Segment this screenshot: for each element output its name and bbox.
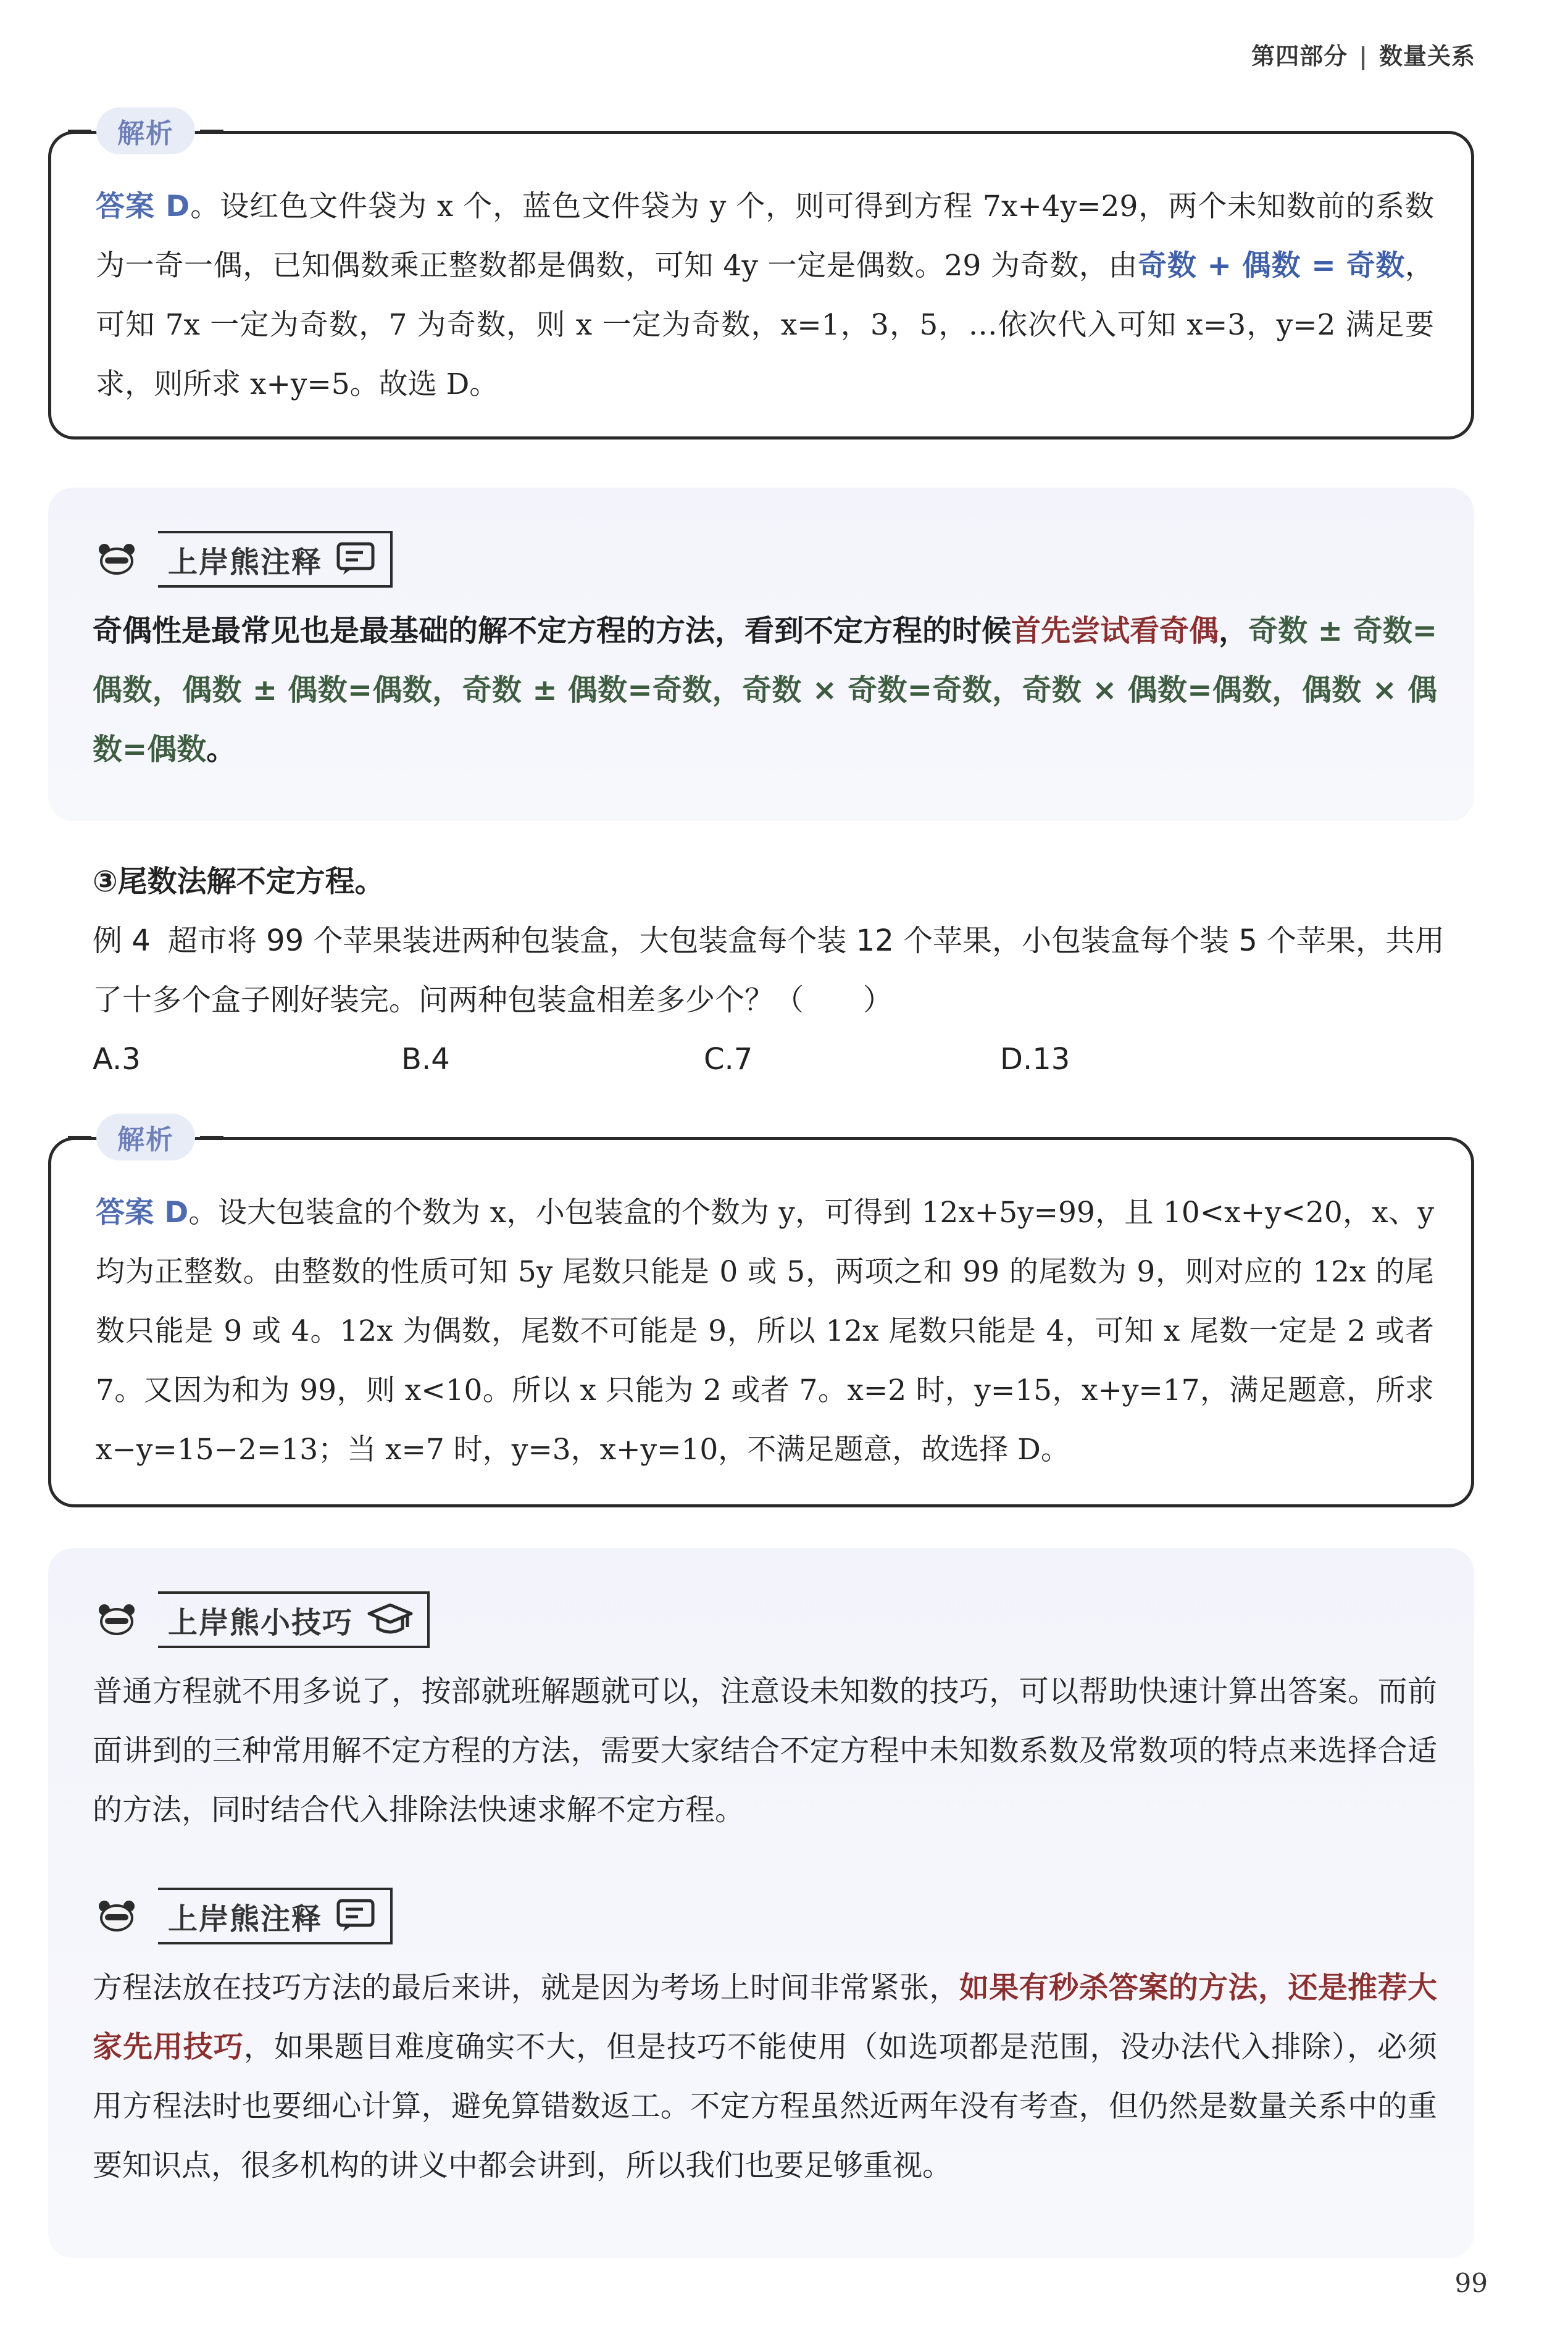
analysis-1-text: [96, 177, 1434, 414]
answer-label: 答案 D: [96, 190, 190, 223]
answer-options: [93, 1030, 1469, 1089]
analysis-tag-2: [68, 1112, 253, 1162]
bear-mascot-icon: [93, 541, 141, 577]
tips-label-frame: [158, 1591, 430, 1648]
example-question: 超市将 99 个苹果装进两种包装盒，大包装盒每个装 12 个苹果，小包装盒每个装 5 个苹果，共用了十多个盒子刚好装完。问两种包装盒相差多少个？（ ）: [93, 923, 1445, 1017]
header-separator: |: [1359, 43, 1368, 70]
running-header: [1251, 37, 1475, 71]
analysis-box-2: [48, 1137, 1474, 1507]
note-1-comma: ，: [1219, 614, 1249, 648]
option-b: B.4: [401, 1042, 450, 1077]
tag-dash: [68, 130, 91, 133]
note-1-parity-rules: 奇数 ± 奇数=偶数，偶数 ± 偶数=偶数，奇数 ± 偶数=奇数，奇数 × 奇数=奇数，奇数 × 偶数=偶数，偶数 × 偶数=偶数: [93, 614, 1437, 767]
page-number: 99: [1454, 2268, 1488, 2298]
bear-mascot-icon: [93, 1602, 141, 1638]
tips-label: 上岸熊小技巧: [168, 1605, 354, 1640]
answer-label: 答案 D: [96, 1196, 189, 1230]
note-1-red: 首先尝试看奇偶: [1011, 614, 1219, 648]
analysis-box-1: [48, 131, 1474, 440]
bear-mascot-icon: [93, 1898, 141, 1934]
example-label: 例 4: [93, 923, 151, 958]
tag-dash: [68, 1136, 91, 1139]
header-chapter: 数量关系: [1378, 43, 1475, 70]
graduation-cap-icon: [367, 1601, 414, 1638]
tips-label-row: [93, 1591, 1437, 1648]
note-1-bold: 奇偶性是最常见也是最基础的解不定方程的方法，看到不定方程的时候: [93, 614, 1012, 648]
analysis-tag-label: 解析: [96, 107, 195, 154]
comment-icon: [336, 541, 377, 577]
section-3-title: ③尾数法解不定方程。: [93, 864, 385, 899]
parity-rule-highlight: 奇数 + 偶数 = 奇数: [1138, 249, 1405, 283]
option-c: C.7: [704, 1042, 753, 1077]
note-1-label-row: [93, 531, 1437, 588]
note-2-part-b: ，如果题目难度确实不大，但是技巧不能使用（如选项都是范围，没办法代入排除），必须用方程法时也要细心计算，避免算错数返工。不定方程虽然近两年没有考查，但仍然是数量关系中的重要知识点，很多机构的讲义中都会讲到，所以我们也要足够重视。: [93, 2030, 1437, 2183]
note-1-text: [93, 601, 1437, 779]
comment-icon: [336, 1898, 377, 1934]
tips-text: 普通方程就不用多说了，按部就班解题就可以，注意设未知数的技巧，可以帮助快速计算出答案。而前面讲到的三种常用解不定方程的方法，需要大家结合不定方程中未知数系数及常数项的特点来选择合适的方法，同时结合代入排除法快速求解不定方程。: [93, 1674, 1437, 1827]
analysis-tag-label: 解析: [96, 1114, 195, 1160]
note-1-label-frame: [158, 531, 393, 588]
analysis-2-body: 。设大包装盒的个数为 x，小包装盒的个数为 y，可得到 12x+5y=99，且 10<x+y<20，x、y 均为正整数。由整数的性质可知 5y 尾数只能是 0 或 5，两项之和 99 的尾数为 9，则对应的 12x 的尾数只能是 9 或 4。12x 为偶数，尾数不可能是 9，所以 12x 尾数只能是 4，可知 x 尾数一定是 2 或者 7。又因为和为 99，则 x<10。所以 x 只能为 2 或者 7。x=2 时，y=15，x+y=17，满足题意，所求 x−y=15−2=13；当 x=7 时，y=3，x+y=10，不满足题意，故选择 D。: [96, 1196, 1434, 1467]
note-2-text: [93, 1958, 1437, 2195]
analysis-2-text: [96, 1183, 1434, 1480]
analysis-tag-1: [68, 106, 253, 156]
analysis-1-part-b: ，可知 7x 一定为奇数，7 为奇数，则 x 一定为奇数，x=1，3，5，…依次代入可知 x=3，y=2 满足要求，则所求 x+y=5。故选 D。: [96, 249, 1434, 401]
note-2-part-a: 方程法放在技巧方法的最后来讲，就是因为考场上时间非常紧张，: [93, 1970, 959, 2005]
note-1-end: 。: [206, 732, 236, 767]
tips-note-box: [48, 1548, 1474, 2258]
note-box-1: [48, 488, 1474, 821]
header-part: 第四部分: [1251, 43, 1348, 70]
section-3: [93, 852, 1469, 1089]
tag-dash: [200, 1136, 223, 1139]
option-d: D.13: [1000, 1042, 1070, 1077]
tag-dash: [200, 130, 223, 133]
note-1-label: 上岸熊注释: [168, 544, 323, 580]
example-4: [93, 911, 1469, 1030]
option-a: A.3: [93, 1042, 141, 1077]
note-2-label: 上岸熊注释: [168, 1901, 323, 1936]
analysis-1-part-a: 。设红色文件袋为 x 个，蓝色文件袋为 y 个，则可得到方程 7x+4y=29，两个未知数前的系数为一奇一偶，已知偶数乘正整数都是偶数，可知 4y 一定是偶数。29 为奇数，由: [96, 190, 1434, 283]
note-2-label-row: [93, 1888, 1437, 1944]
note-2-red: 如果有秒杀答案的方法，还是推荐大家先用技巧: [93, 1970, 1437, 2064]
note-2-label-frame: [158, 1888, 393, 1944]
